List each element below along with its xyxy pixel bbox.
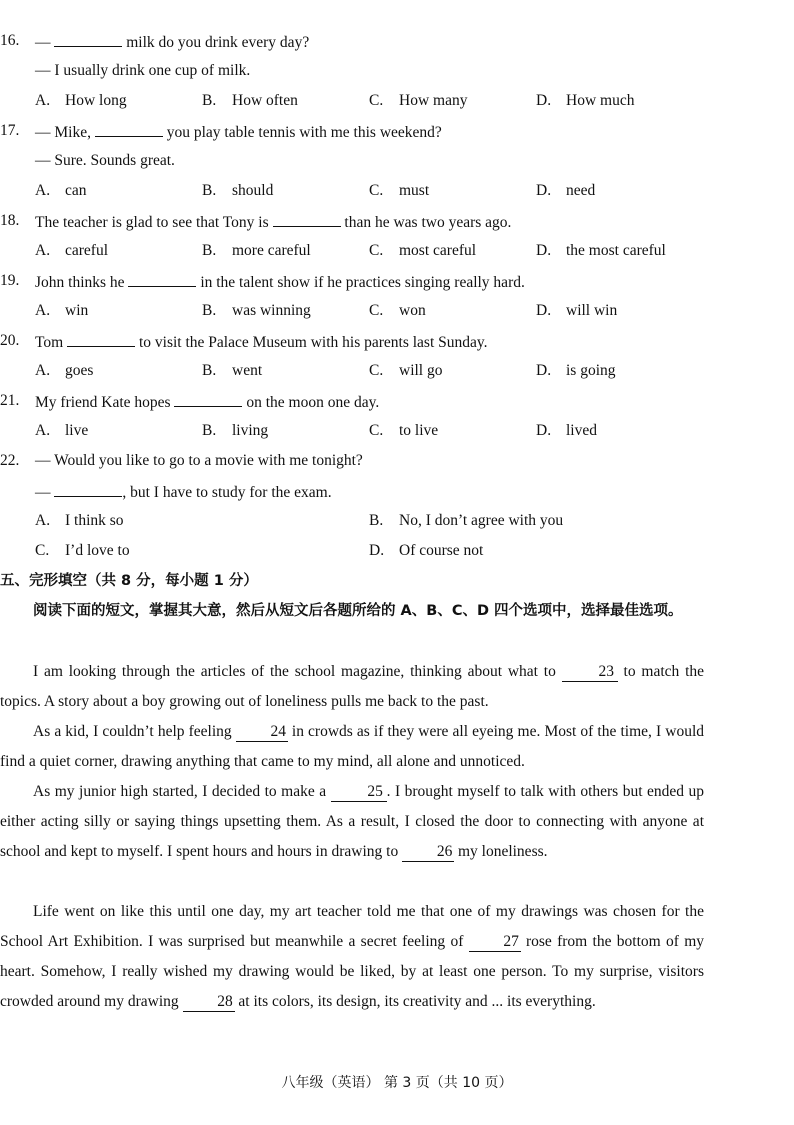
option-a: A. win bbox=[35, 302, 89, 319]
section-instruction: 阅读下面的短文，掌握其大意，然后从短文后各题所给的 A、B、C、D 四个选项中，选择最佳选项。 bbox=[33, 603, 683, 619]
option-c: C. must bbox=[369, 182, 430, 199]
question-stem: — milk do you drink every day? bbox=[35, 31, 309, 53]
question-stem: John thinks he in the talent show if he practices singing really hard. bbox=[35, 271, 525, 293]
option-b: B. more careful bbox=[202, 242, 311, 259]
page-footer: 八年级（英语） 第 3 页（共 10 页） bbox=[281, 1075, 513, 1091]
passage-paragraph-4: Life went on like this until one day, my art teacher told me that one of my drawings was chosen for the School Art Exhibition. I was surprised but meanwhile a secret feeling of 27 rose from the bottom of my heart. Somehow, I really wished my drawing would be liked, by at least one person. To my surprise, visitors crowded around my drawing 28 at its colors, its design, its creativity and ... its everything. bbox=[0, 903, 705, 1010]
option-c: C. I’d love to bbox=[35, 542, 130, 559]
option-b: B. How often bbox=[202, 92, 298, 109]
option-d: D. need bbox=[536, 182, 596, 199]
question-number: 16. bbox=[0, 32, 20, 49]
option-c: C. most careful bbox=[369, 242, 477, 259]
answer-blank bbox=[273, 211, 341, 227]
question-number: 19. bbox=[0, 272, 20, 289]
option-d: D. is going bbox=[536, 362, 616, 379]
question-stem: Tom to visit the Palace Museum with his parents last Sunday. bbox=[35, 331, 488, 353]
passage-paragraph-3: As my junior high started, I decided to make a 25 . I brought myself to talk with others but ended up either acting silly or saying things upsetting them. As a result, I closed the door to connecting with anyone at school and kept to myself. I spent hours and hours in drawing to 26 my loneliness. bbox=[0, 783, 704, 860]
question-stem: — Mike, you play table tennis with me this weekend? bbox=[35, 121, 442, 143]
option-b: B. went bbox=[202, 362, 263, 379]
option-d: D. lived bbox=[536, 422, 597, 439]
option-c: C. to live bbox=[369, 422, 439, 439]
question-stem: The teacher is glad to see that Tony is than he was two years ago. bbox=[35, 211, 511, 233]
cloze-blank-28: 28 bbox=[183, 993, 235, 1012]
option-a: A. careful bbox=[35, 242, 109, 259]
option-d: D. will win bbox=[536, 302, 618, 319]
option-b: B. living bbox=[202, 422, 269, 439]
passage-paragraph-1: I am looking through the articles of the school magazine, thinking about what to 23 to match the topics. A story about a boy growing out of loneliness pulls me back to the past. bbox=[0, 663, 705, 710]
option-a: A. I think so bbox=[35, 512, 124, 529]
option-d: D. Of course not bbox=[369, 542, 484, 559]
option-d: D. How much bbox=[536, 92, 635, 109]
passage-paragraph-2: As a kid, I couldn’t help feeling 24 in crowds as if they were all eyeing me. Most of the time, I would find a quiet corner, drawing anything that came to my mind, all alone and unnoticed. bbox=[0, 723, 705, 770]
cloze-blank-24: 24 bbox=[236, 723, 288, 742]
question-stem: — Would you like to go to a movie with me tonight? bbox=[35, 452, 363, 469]
option-b: B. No, I don’t agree with you bbox=[369, 512, 564, 529]
option-a: A. goes bbox=[35, 362, 94, 379]
question-number: 21. bbox=[0, 392, 20, 409]
option-c: C. How many bbox=[369, 92, 468, 109]
question-stem: My friend Kate hopes on the moon one day. bbox=[35, 391, 379, 413]
answer-blank bbox=[174, 391, 242, 407]
cloze-blank-27: 27 bbox=[469, 933, 521, 952]
option-c: C. will go bbox=[369, 362, 443, 379]
option-c: C. won bbox=[369, 302, 426, 319]
option-d: D. the most careful bbox=[536, 242, 666, 259]
option-a: A. live bbox=[35, 422, 89, 439]
cloze-blank-25: 25 bbox=[331, 783, 387, 802]
option-a: A. can bbox=[35, 182, 87, 199]
question-number: 18. bbox=[0, 212, 20, 229]
question-number: 17. bbox=[0, 122, 20, 139]
option-b: B. was winning bbox=[202, 302, 311, 319]
option-a: A. How long bbox=[35, 92, 127, 109]
answer-blank bbox=[128, 271, 196, 287]
cloze-blank-23: 23 bbox=[562, 663, 618, 682]
question-number: 20. bbox=[0, 332, 20, 349]
cloze-blank-26: 26 bbox=[402, 843, 454, 862]
answer-blank bbox=[54, 481, 122, 497]
answer-blank bbox=[67, 331, 135, 347]
question-number: 22. bbox=[0, 452, 20, 469]
answer-blank bbox=[95, 121, 163, 137]
option-b: B. should bbox=[202, 182, 274, 199]
section-title: 五、完形填空（共 8 分，每小题 1 分） bbox=[0, 573, 258, 589]
answer-blank bbox=[54, 31, 122, 47]
